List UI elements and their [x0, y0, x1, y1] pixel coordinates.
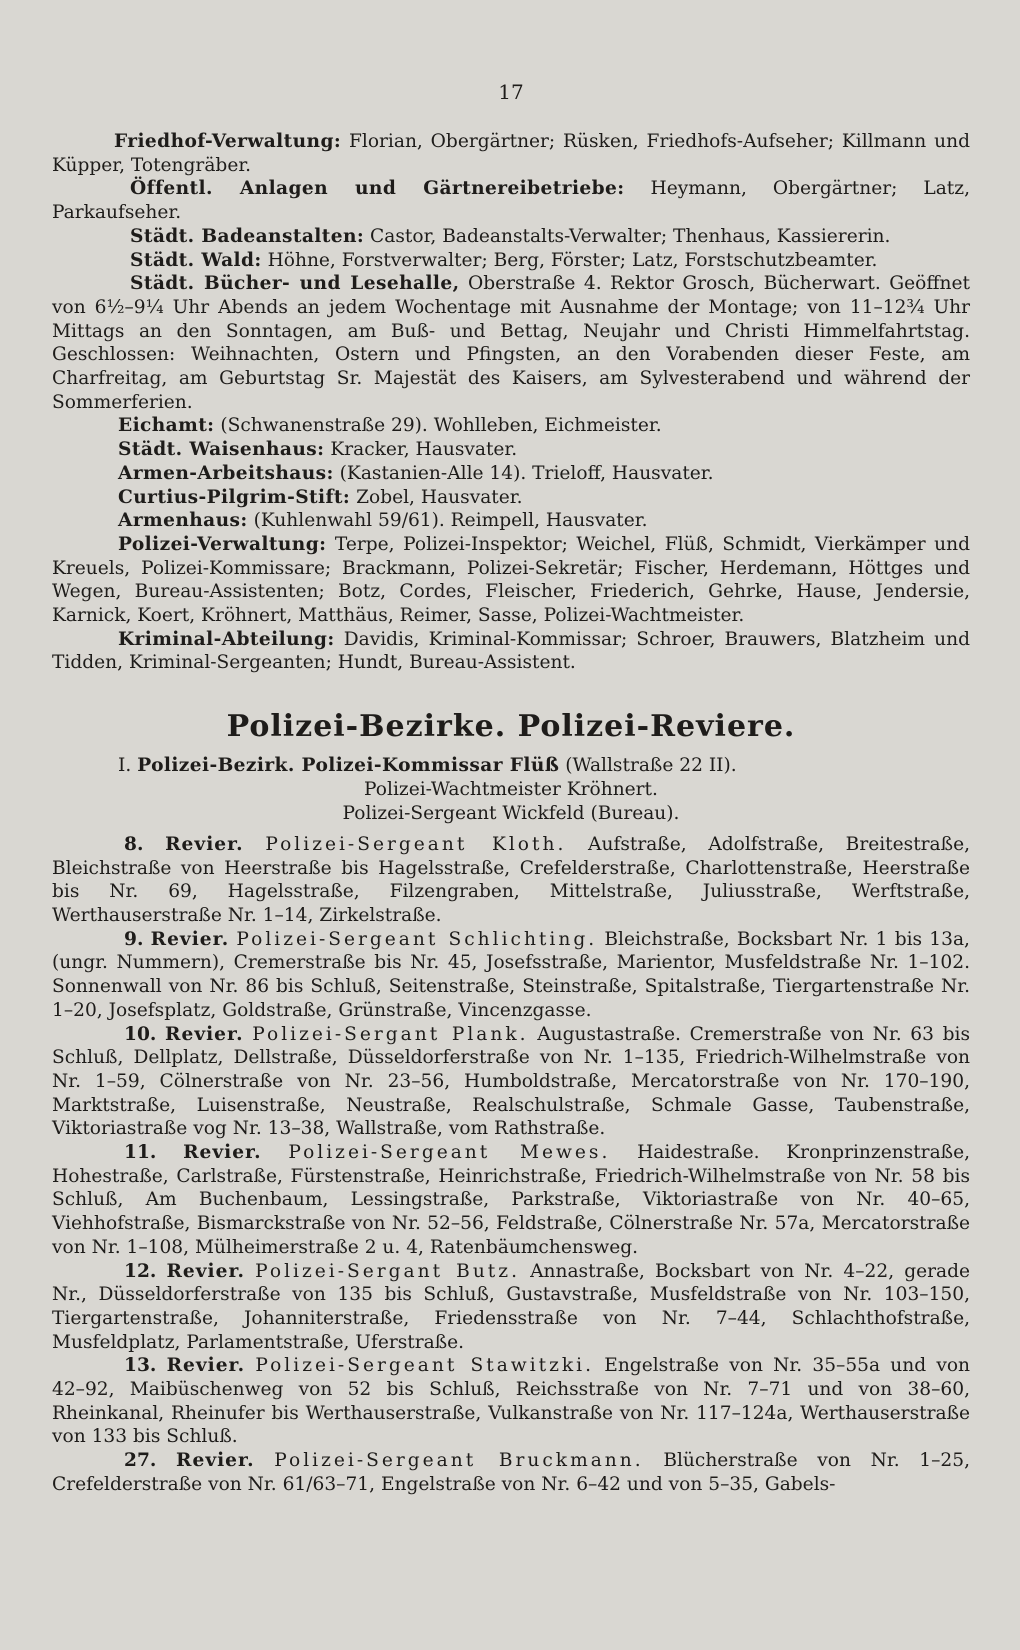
revier-number: 9.: [124, 928, 144, 950]
revier-streets: Aufstraße, Adolfstraße, Breitestraße, Bleichstraße von Heerstraße bis Hagelsstraße, Crefelderstraße, Charlottenstraße, Heerstraße bis Nr. 69, Hagelsstraße, Filzengraben, Mittelstraße, Juliusstraße, Werftstraße, Werthauserstraße Nr. 1–14, Zirkelstraße.: [52, 833, 970, 926]
revier-number: 10.: [124, 1023, 157, 1045]
entry-eichamt: [52, 414, 970, 438]
revier-sergeant: Polizei-Sergeant Bruckmann.: [274, 1450, 644, 1472]
bezirk-wachtmeister: Polizei-Wachtmeister Kröhnert.: [364, 778, 658, 800]
revier-number: 13.: [124, 1355, 157, 1377]
revier-streets: Annastraße, Bocksbart von Nr. 4–22, gerade Nr., Düsseldorferstraße von 135 bis Schluß, Gustavstraße, Musfeldstraße von Nr. 103–150, Tiergartenstraße, Johanniterstraße, Friedensstraße von Nr. 7–44, Schlachthofstraße, Musfeldplatz, Parlamentstraße, Uferstraße.: [52, 1260, 970, 1353]
entry-text: Florian, Obergärtner; Rüsken, Friedhofs-Aufseher; Killmann und Küpper, Totengräber.: [52, 131, 970, 176]
entry-head: Städt. Waisenhaus:: [118, 439, 325, 461]
entry-head: Kriminal-Abteilung:: [118, 628, 335, 650]
revier-keyword: Revier.: [150, 928, 230, 950]
revier-8: [52, 833, 970, 928]
entry-head: Eichamt:: [118, 415, 215, 437]
entry-wald: [52, 249, 970, 273]
entry-lesehalle: [52, 272, 970, 414]
revier-12: [52, 1260, 970, 1355]
revier-keyword: Revier.: [166, 1355, 246, 1377]
revier-11: [52, 1141, 970, 1260]
revier-streets: Augustastraße. Cremerstraße von Nr. 63 bis Schluß, Dellplatz, Dellstraße, Düsseldorferstraße von Nr. 1–135, Friedrich-Wilhelmstraße von Nr. 1–59, Cölnerstraße von Nr. 23–56, Humboldstraße, Mercatorstraße von Nr. 170–190, Marktstraße, Luisenstraße, Neustraße, Realschulstraße, Schmale Gasse, Taubenstraße, Viktoriastraße vog Nr. 13–38, Wallstraße, vom Rathstraße.: [52, 1023, 971, 1140]
entry-badeanstalten: [52, 225, 970, 249]
revier-number: 12.: [124, 1260, 157, 1282]
revier-sergeant: Polizei-Sergant Plank.: [252, 1023, 529, 1045]
section-title: Polizei-Bezirke. Polizei-Reviere.: [226, 709, 796, 745]
revier-keyword: Revier.: [183, 1142, 262, 1164]
entry-kriminal: [52, 628, 970, 675]
bezirk-head: Polizei-Bezirk. Polizei-Kommissar Flüß: [137, 755, 560, 777]
bezirk-numeral: I.: [118, 755, 132, 777]
entry-text: Kracker, Hausvater.: [324, 439, 518, 461]
entry-head: Öffentl. Anlagen und Gärtnereibetriebe:: [130, 178, 625, 200]
entry-head: Städt. Badeanstalten:: [130, 225, 365, 247]
entry-text: Terpe, Polizei-Inspektor; Weichel, Flüß, Schmidt, Vierkämper und Kreuels, Polizei-Kommissare; Brackmann, Polizei-Sekretär; Fischer, Herdemann, Höttges und Wegen, Bureau-Assistenten; Botz, Cordes, Fleischer, Friederich, Gehrke, Hause, Jendersie, Karnick, Koert, Kröhnert, Matthäus, Reimer, Sasse, Polizei-Wachtmeister.: [52, 533, 970, 627]
revier-streets: Bleichstraße, Bocksbart Nr. 1 bis 13a, (ungr. Nummern), Cremerstraße bis Nr. 45, Josefsstraße, Marientor, Musfeldstraße Nr. 1–102. Sonnenwall von Nr. 86 bis Schluß, Seitenstraße, Steinstraße, Spitalstraße, Tiergartenstraße Nr. 1–20, Josefsplatz, Goldstraße, Grünstraße, Vincenzgasse.: [52, 928, 970, 1021]
entry-friedhof: [52, 130, 970, 177]
entry-head: Friedhof-Verwaltung:: [114, 131, 342, 152]
revier-keyword: Revier.: [165, 1023, 244, 1045]
entry-text: (Schwanenstraße 29). Wohlleben, Eichmeister.: [214, 415, 662, 437]
bezirk-heading: [52, 754, 970, 778]
entry-head: Curtius-Pilgrim-Stift:: [118, 486, 351, 508]
revier-sergeant: Polizei-Sergeant Schlichting.: [236, 928, 598, 950]
revier-streets: Haidestraße. Kronprinzenstraße, Hohestraße, Carlstraße, Fürstenstraße, Heinrichstraße, Friedrich-Wilhelmstraße von Nr. 58 bis Schluß, Am Buchenbaum, Lessingstraße, Parkstraße, Viktoriastraße von Nr. 40–65, Viehhofstraße, Bismarckstraße von Nr. 52–56, Feldstraße, Cölnerstraße Nr. 57a, Mercatorstraße von Nr. 1–108, Mülheimerstraße 2 u. 4, Ratenbäumchensweg.: [52, 1142, 970, 1258]
revier-sergeant: Polizei-Sergeant Stawitzki.: [255, 1355, 595, 1377]
revier-keyword: Revier.: [166, 1260, 246, 1282]
bezirk-sergeant: Polizei-Sergeant Wickfeld (Bureau).: [342, 803, 680, 825]
entry-text: Davidis, Kriminal-Kommissar; Schroer, Brauwers, Blatzheim und Tidden, Kriminal-Sergeanten; Hundt, Bureau-Assistent.: [52, 628, 970, 674]
entry-armenhaus: [52, 509, 970, 533]
entry-arbeitshaus: [52, 462, 970, 486]
revier-number: 8.: [124, 833, 144, 855]
entry-head: Städt. Wald:: [130, 249, 262, 271]
entry-text: (Kuhlenwahl 59/61). Reimpell, Hausvater.: [247, 510, 648, 532]
entry-text: (Kastanien-Alle 14). Trieloff, Hausvater.: [333, 462, 714, 484]
revier-streets: Blücherstraße von Nr. 1–25, Crefelderstraße von Nr. 61/63–71, Engelstraße von Nr. 6–42 und von 5–35, Gabels-: [52, 1450, 970, 1495]
entry-waisenhaus: [52, 438, 970, 462]
revier-keyword: Revier.: [165, 833, 244, 855]
bezirk-address: (Wallstraße 22 II).: [565, 755, 737, 777]
entry-head: Armen-Arbeitshaus:: [118, 462, 334, 484]
entry-head: Armenhaus:: [118, 510, 248, 532]
entry-text: Castor, Badeanstalts-Verwalter; Thenhaus, Kassiererin.: [364, 225, 891, 247]
revier-13: [52, 1354, 970, 1449]
revier-9: [52, 928, 970, 1023]
revier-streets: Engelstraße von Nr. 35–55a und von 42–92, Maibüschenweg von 52 bis Schluß, Reichsstraße von Nr. 7–71 und von 38–60, Rheinkanal, Rheinufer bis Werthauserstraße, Vulkanstraße von Nr. 117–124a, Werthauserstraße von 133 bis Schluß.: [52, 1355, 971, 1448]
entry-text: Zobel, Hausvater.: [350, 486, 523, 508]
entry-text: Oberstraße 4. Rektor Grosch, Bücherwart. Geöffnet von 6½–9¼ Uhr Abends an jedem Wochentage mit Ausnahme der Montage; von 11–12¾ Uhr Mittags an den Sonntagen, am Buß- und Bettag, Neujahr und Christi Himmelfahrtstag. Geschlossen: Weihnachten, Ostern und Pfingsten, an den Vorabenden dieser Feste, am Charfreitag, am Geburtstag Sr. Majestät des Kaisers, am Sylvesterabend und während der Sommerferien.: [52, 273, 970, 413]
entry-head: Polizei-Verwaltung:: [118, 533, 327, 555]
entry-anlagen: [52, 177, 970, 224]
revier-number: 27.: [124, 1450, 157, 1472]
entry-head: Städt. Bücher- und Lesehalle,: [130, 273, 460, 295]
revier-number: 11.: [124, 1142, 157, 1164]
page-number: 17: [498, 80, 524, 104]
entry-text: Heymann, Obergärtner; Latz, Parkaufseher.: [52, 178, 970, 224]
revier-sergeant: Polizei-Sergeant Kloth.: [265, 833, 567, 855]
entry-text: Höhne, Forstverwalter; Berg, Förster; Latz, Forstschutzbeamter.: [261, 249, 878, 271]
revier-sergeant: Polizei-Sergeant Mewes.: [288, 1142, 611, 1164]
entry-polizei-verwaltung: [52, 533, 970, 628]
entry-stift: [52, 486, 970, 510]
revier-27: [52, 1449, 970, 1496]
revier-10: [52, 1023, 970, 1142]
revier-sergeant: Polizei-Sergant Butz.: [255, 1260, 520, 1282]
revier-keyword: Revier.: [176, 1450, 255, 1472]
